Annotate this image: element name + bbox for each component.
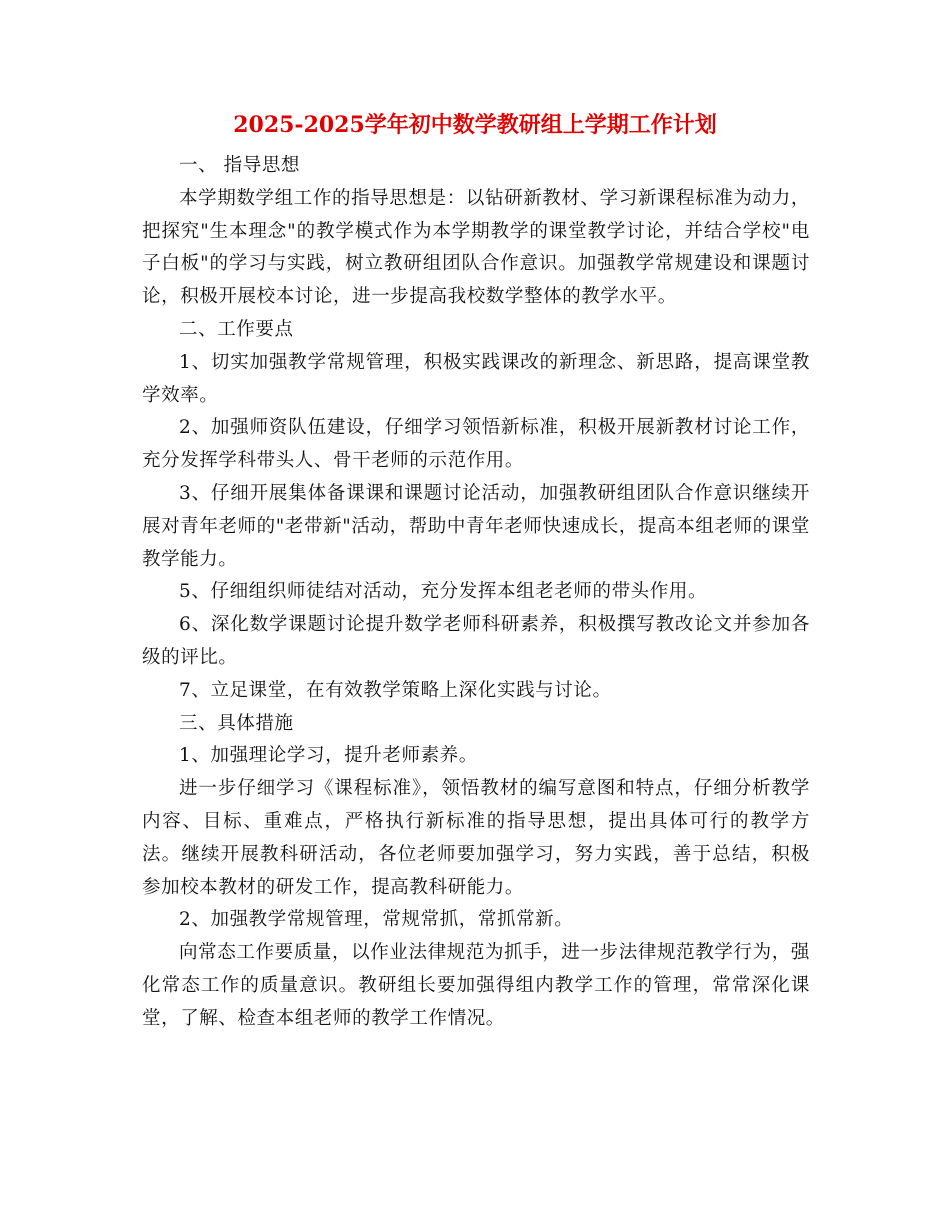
document-body <box>142 150 810 1036</box>
paragraph-point-6: 6、深化数学课题讨论提升数学老师科研素养，积极撰写教改论文并参加各级的评比。 <box>142 614 810 668</box>
section-heading-work-points: 二、工作要点 <box>179 318 294 340</box>
section-heading-measures: 三、具体措施 <box>179 712 294 734</box>
section-heading-guiding-thought: 一、 指导思想 <box>179 155 301 176</box>
paragraph-point-7: 7、立足课堂，在有效教学策略上深化实践与讨论。 <box>179 679 612 701</box>
paragraph-point-1: 1、切实加强教学常规管理，积极实践课改的新理念、新思路，提高课堂教学效率。 <box>142 351 810 406</box>
document-title: 2025-2025学年初中数学教研组上学期工作计划 <box>233 112 717 138</box>
paragraph-guiding-thought: 本学期数学组工作的指导思想是：以钻研新教材、学习新课程标准为动力，把探究"生本理念"的教学模式作为本学期教学的课堂教学讨论，并结合学校"电子白板"的学习与实践，树立教研组团队合作意识。加强教学常规建设和课题讨论，积极开展校本讨论，进一步提高我校数学整体的教学水平。 <box>142 187 810 308</box>
paragraph-measure-1-detail: 进一步仔细学习《课程标准》，领悟教材的编写意图和特点，仔细分析教学内容、目标、重难点，严格执行新标准的指导思想，提出具体可行的教学方法。继续开展教科研活动，各位老师要加强学习，努力实践，善于总结，积极参加校本教材的研发工作，提高教科研能力。 <box>142 778 810 898</box>
paragraph-measure-1: 1、加强理论学习，提升老师素养。 <box>179 745 478 767</box>
paragraph-point-2: 2、加强师资队伍建设，仔细学习领悟新标准，积极开展新教材讨论工作，充分发挥学科带头人、骨干老师的示范作用。 <box>142 417 810 472</box>
paragraph-point-5: 5、仔细组织师徒结对活动，充分发挥本组老老师的带头作用。 <box>179 581 708 603</box>
paragraph-measure-2-detail: 向常态工作要质量，以作业法律规范为抓手，进一步法律规范教学行为，强化常态工作的质量意识。教研组长要加强得组内教学工作的管理，常常深化课堂，了解、检查本组老师的教学工作情况。 <box>142 942 810 1029</box>
paragraph-point-3: 3、仔细开展集体备课课和课题讨论活动，加强教研组团队合作意识继续开展对青年老师的"老带新"活动，帮助中青年老师快速成长，提高本组老师的课堂教学能力。 <box>142 482 810 570</box>
paragraph-measure-2: 2、加强教学常规管理，常规常抓，常抓常新。 <box>179 909 574 931</box>
